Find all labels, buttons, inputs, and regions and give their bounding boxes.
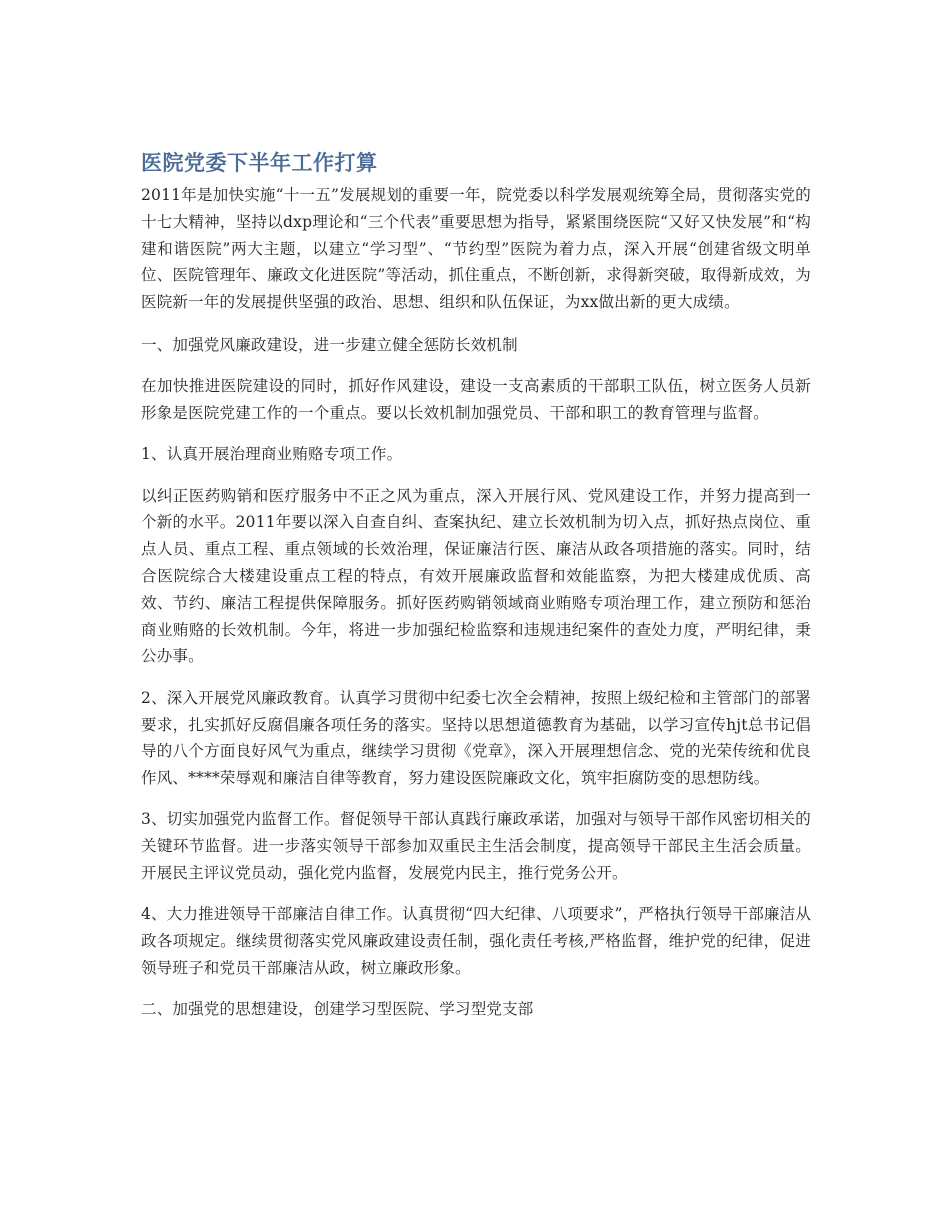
intro-paragraph: 2011年是加快实施“十一五”发展规划的重要一年，院党委以科学发展观统筹全局，贯彻落实党的十七大精神，坚持以dxp理论和“三个代表”重要思想为指导，紧紧围绕医院“又好又快发展”和“构建和谐医院”两大主题，以建立“学习型”、“节约型”医院为着力点，深入开展“创建省级文明单位、医院管理年、廉政文化进医院”等活动，抓住重点，不断创新，求得新突破，取得新成效，为医院新一年的发展提供坚强的政治、思想、组织和队伍保证，为xx做出新的更大成绩。: [141, 186, 811, 312]
item-2-paragraph: 2、深入开展党风廉政教育。认真学习贯彻中纪委七次全会精神，按照上级纪检和主管部门的部署要求，扎实抓好反腐倡廉各项任务的落实。坚持以思想道德教育为基础，以学习宣传hjt总书记倡导的八个方面良好风气为重点，继续学习贯彻《党章》，深入开展理想信念、党的光荣传统和优良作风、****荣辱观和廉洁自律等教育，努力建设医院廉政文化，筑牢拒腐防变的思想防线。: [141, 688, 811, 788]
section-heading-2: 二、加强党的思想建设，创建学习型医院、学习型党支部: [141, 1000, 534, 1019]
section-heading-1: 一、加强党风廉政建设，进一步建立健全惩防长效机制: [141, 335, 518, 354]
item-1-paragraph: 以纠正医药购销和医疗服务中不正之风为重点，深入开展行风、党风建设工作，并努力提高到一个新的水平。2011年要以深入自查自纠、查案执纪、建立长效机制为切入点，抓好热点岗位、重点人员、重点工程、重点领域的长效治理，保证廉洁行医、廉洁从政各项措施的落实。同时，结合医院综合大楼建设重点工程的特点，有效开展廉政监督和效能监察，为把大楼建成优质、高效、节约、廉洁工程提供保障服务。抓好医药购销领域商业贿赂专项治理工作，建立预防和惩治商业贿赂的长效机制。今年，将进一步加强纪检监察和违规违纪案件的查处力度，严明纪律，秉公办事。: [141, 486, 811, 666]
item-3-paragraph: 3、切实加强党内监督工作。督促领导干部认真践行廉政承诺，加强对与领导干部作风密切相关的关键环节监督。进一步落实领导干部参加双重民主生活会制度，提高领导干部民主生活会质量。开展民主评议党员动，强化党内监督，发展党内民主，推行党务公开。: [141, 810, 811, 883]
document-page: [141, 148, 811, 1038]
document-title: 医院党委下半年工作打算: [141, 151, 378, 175]
item-4-paragraph: 4、大力推进领导干部廉洁自律工作。认真贯彻“四大纪律、八项要求”，严格执行领导干部廉洁从政各项规定。继续贯彻落实党风廉政建设责任制，强化责任考核,严格监督，维护党的纪律，促进领导班子和党员干部廉洁从政，树立廉政形象。: [141, 905, 812, 977]
section-1-intro-paragraph: 在加快推进医院建设的同时，抓好作风建设，建设一支高素质的干部职工队伍，树立医务人员新形象是医院党建工作的一个重点。要以长效机制加强党员、干部和职工的教育管理与监督。: [141, 377, 811, 423]
item-1-heading: 1、认真开展治理商业贿赂专项工作。: [141, 445, 403, 464]
